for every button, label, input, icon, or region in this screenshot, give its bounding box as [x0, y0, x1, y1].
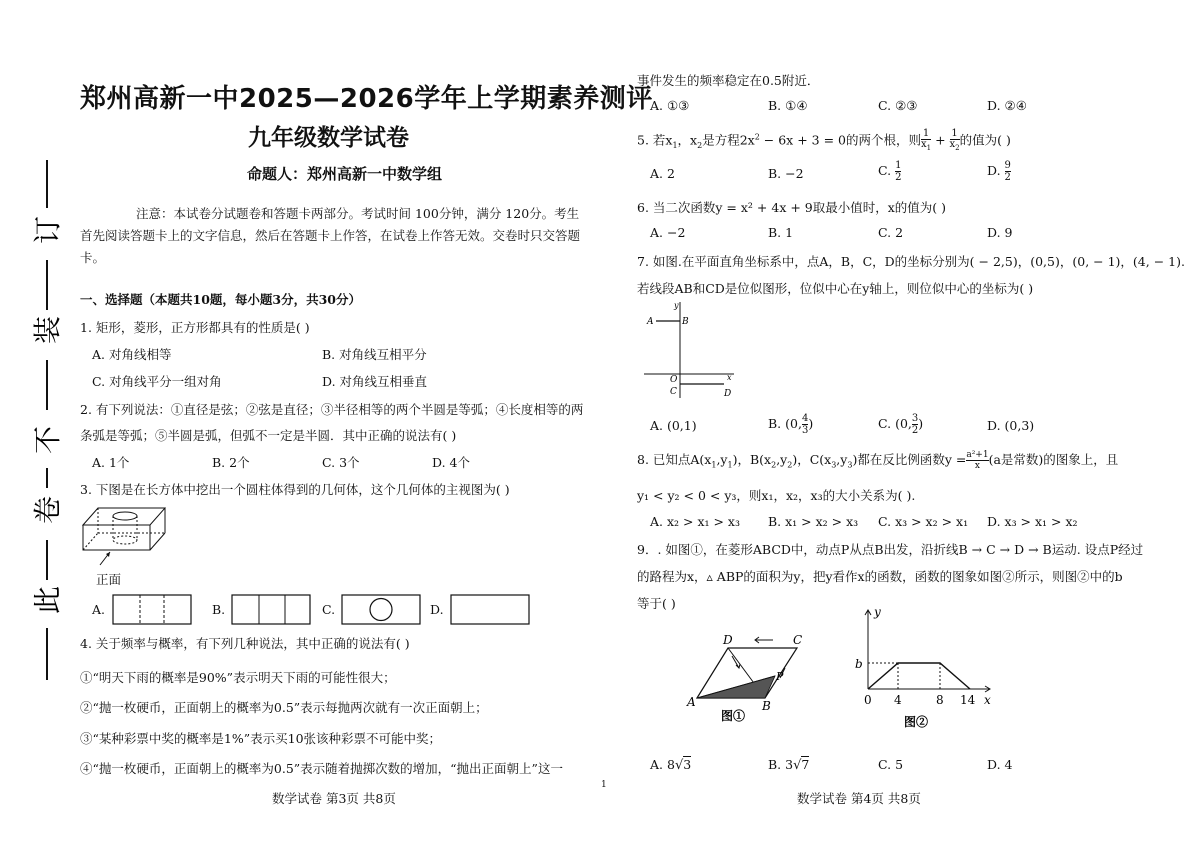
- q7-line1: 7. 如图.在平面直角坐标系中，点A，B，C，D的坐标分别为( − 2,5)，(0,5)，(0, − 1)，(4, − 1).: [637, 254, 1185, 269]
- q4-option-c: C. ②③: [878, 98, 918, 113]
- binding-line: [22, 160, 72, 680]
- svg-text:b: b: [855, 657, 863, 671]
- q4-option-b: B. ①④: [768, 98, 808, 113]
- margin-char-2: 装: [31, 315, 64, 345]
- exam-author: 命题人：郑州高新一中数学组: [247, 165, 443, 183]
- q9-rhombus-figure: [685, 628, 820, 723]
- section-heading: 一、选择题（本题共10题，每小题3分，共30分）: [80, 292, 361, 307]
- svg-text:8: 8: [936, 693, 944, 707]
- left-page-footer: 数学试卷 第3页 共8页: [272, 791, 396, 806]
- q3-option-d: D.: [430, 602, 444, 617]
- q2-option-b: B. 2个: [212, 455, 250, 470]
- q9-line1: 9．. 如图①，在菱形ABCD中，动点P从点B出发，沿折线B → C → D → B运动. 设点P经过: [637, 542, 1144, 557]
- q9-option-a: A. 8√3: [650, 757, 692, 773]
- q2-option-d: D. 4个: [432, 455, 470, 470]
- svg-text:x: x: [984, 693, 991, 707]
- q4-continuation: 事件发生的频率稳定在0.5附近．: [637, 73, 820, 88]
- q3-option-c-figure: [341, 594, 423, 626]
- q6-option-a: A. −2: [650, 225, 686, 240]
- q7-option-c: C. (0, $\frac{3}{2}$ ): [878, 413, 924, 436]
- q3-option-a: A.: [92, 602, 106, 617]
- q2-option-a: A. 1个: [92, 455, 130, 470]
- svg-text:y: y: [874, 605, 881, 619]
- margin-char-3: 不: [31, 425, 64, 455]
- q1-option-c: C. 对角线平分一组对角: [92, 374, 222, 389]
- q9-figure1-label: 图①: [721, 709, 746, 723]
- q6-option-d: D. 9: [987, 225, 1013, 240]
- q9-option-c: C. 5: [878, 757, 904, 772]
- svg-text:O: O: [670, 375, 678, 385]
- q9-option-d: D. 4: [987, 757, 1013, 772]
- q4-statement-4: ④“抛一枚硬币，正面朝上的概率为0.5”表示随着抛掷次数的增加，“抛出正面朝上”这一: [80, 761, 563, 776]
- svg-text:B: B: [762, 699, 771, 713]
- svg-text:B: B: [682, 317, 689, 327]
- q9-function-graph: [848, 604, 998, 734]
- svg-text:y: y: [674, 301, 679, 310]
- q3-option-b-figure: [231, 594, 313, 626]
- exam-subtitle: 九年级数学试卷: [248, 125, 409, 151]
- q9-line3: 等于( ): [637, 596, 676, 611]
- q2-line1: 2. 有下列说法：①直径是弦；②弦是直径；③半径相等的两个半圆是等弧；④长度相等的两: [80, 402, 584, 417]
- q5-option-b: B. −2: [768, 166, 804, 181]
- svg-text:4: 4: [894, 693, 902, 707]
- page-marker: 1: [601, 780, 607, 790]
- svg-text:D: D: [723, 633, 733, 647]
- q8-option-a: A. x₂ > x₁ > x₃: [650, 514, 740, 529]
- svg-text:A: A: [687, 695, 696, 709]
- q3-option-c: C.: [322, 602, 336, 617]
- svg-text:C: C: [670, 387, 677, 397]
- q3-front-label: 正面: [96, 572, 122, 587]
- q8-line2: y₁ < y₂ < 0 < y₃，则x₁，x₂，x₃的大小关系为( ).: [637, 488, 916, 503]
- q7-option-d: D. (0,3): [987, 418, 1035, 433]
- q9-figure2-label: 图②: [904, 715, 929, 729]
- q3-solid-figure: [80, 500, 170, 570]
- q1-stem: 1. 矩形，菱形，正方形都具有的性质是( ): [80, 320, 310, 335]
- svg-text:14: 14: [960, 693, 976, 707]
- q9-line2: 的路程为x，▵ ABP的面积为y，把y看作x的函数，函数的图象如图②所示，则图②中的b: [637, 569, 1123, 584]
- q2-option-c: C. 3个: [322, 455, 360, 470]
- q3-option-a-figure: [112, 594, 194, 626]
- q3-option-d-figure: [450, 594, 532, 626]
- q4-statement-3: ③“某种彩票中奖的概率是1%”表示买10张该种彩票不可能中奖；: [80, 731, 442, 746]
- q7-option-b: B. (0, $\frac{4}{3}$ ): [768, 413, 814, 436]
- q8-option-d: D. x₃ > x₁ > x₂: [987, 514, 1078, 529]
- q8-option-b: B. x₁ > x₂ > x₃: [768, 514, 859, 529]
- q6-stem: 6. 当二次函数y = x² + 4x + 9取最小值时，x的值为( ): [637, 200, 947, 215]
- svg-text:0: 0: [864, 693, 872, 707]
- q4-option-d: D. ②④: [987, 98, 1027, 113]
- svg-text:C: C: [793, 633, 803, 647]
- q4-stem: 4. 关于频率与概率，有下列几种说法，其中正确的说法有( ): [80, 636, 410, 651]
- exam-title: 郑州高新一中2025—2026学年上学期素养测评: [80, 84, 653, 114]
- q2-line2: 条弧是等弧；⑤半圆是弧，但弧不一定是半圆．其中正确的说法有( ): [80, 428, 457, 443]
- q6-option-b: B. 1: [768, 225, 794, 240]
- q8-line1: 8. 已知点$A(x_1,y_1)$，$B(x_2,y_2)$，$C(x_3,y_3)$都在反比例函数y = $\frac{\text{a²+1}}{x}$ (a是常数)的图象上，且: [637, 450, 1119, 471]
- q7-coordinate-figure: [642, 300, 742, 400]
- q4-option-a: A. ①③: [650, 98, 690, 113]
- q6-option-c: C. 2: [878, 225, 904, 240]
- q7-line2: 若线段AB和CD是位似图形，位似中心在y轴上，则位似中心的坐标为( ): [637, 281, 1034, 296]
- q1-option-b: B. 对角线互相平分: [322, 347, 427, 362]
- q1-option-d: D. 对角线互相垂直: [322, 374, 428, 389]
- svg-text:D: D: [724, 389, 732, 399]
- svg-text:x: x: [727, 373, 732, 382]
- q4-statement-1: ①“明天下雨的概率是90%”表示明天下雨的可能性很大；: [80, 670, 396, 685]
- right-page-footer: 数学试卷 第4页 共8页: [797, 791, 921, 806]
- margin-char-1: 订: [31, 215, 64, 245]
- q3-stem: 3. 下图是在长方体中挖出一个圆柱体得到的几何体，这个几何体的主视图为( ): [80, 482, 510, 497]
- margin-char-5: 此: [31, 585, 64, 615]
- q9-option-b: B. 3√7: [768, 757, 810, 773]
- q7-option-a: A. (0,1): [650, 418, 697, 433]
- q5-option-a: A. 2: [650, 166, 675, 181]
- q4-statement-2: ②“抛一枚硬币，正面朝上的概率为0.5”表示每抛两次就有一次正面朝上；: [80, 700, 488, 715]
- margin-char-4: 卷: [31, 495, 64, 525]
- exam-notice: 注意：本试卷分试题卷和答题卡两部分。考试时间 100分钟，满分 120分。考生首先阅读答题卡上的文字信息，然后在答题卡上作答，在试卷上作答无效。交卷时只交答题卡。: [80, 206, 581, 265]
- binding-margin: [22, 160, 72, 680]
- q3-option-b: B.: [212, 602, 226, 617]
- svg-text:P: P: [776, 670, 784, 683]
- svg-text:A: A: [647, 317, 654, 327]
- q5-stem: 5. 若$x_1$，$x_2$是方程$2x^2 - 6x + 3 = 0$的两个根，则 $\frac{1}{x_1}$ + $\frac{1}{x_2}$ 的值为( ): [637, 128, 1011, 152]
- q8-option-c: C. x₃ > x₂ > x₁: [878, 514, 969, 529]
- q5-option-c: C. $\frac{1}{2}$: [878, 160, 902, 183]
- q5-option-d: D. $\frac{9}{2}$: [987, 160, 1011, 183]
- q1-option-a: A. 对角线相等: [92, 347, 172, 362]
